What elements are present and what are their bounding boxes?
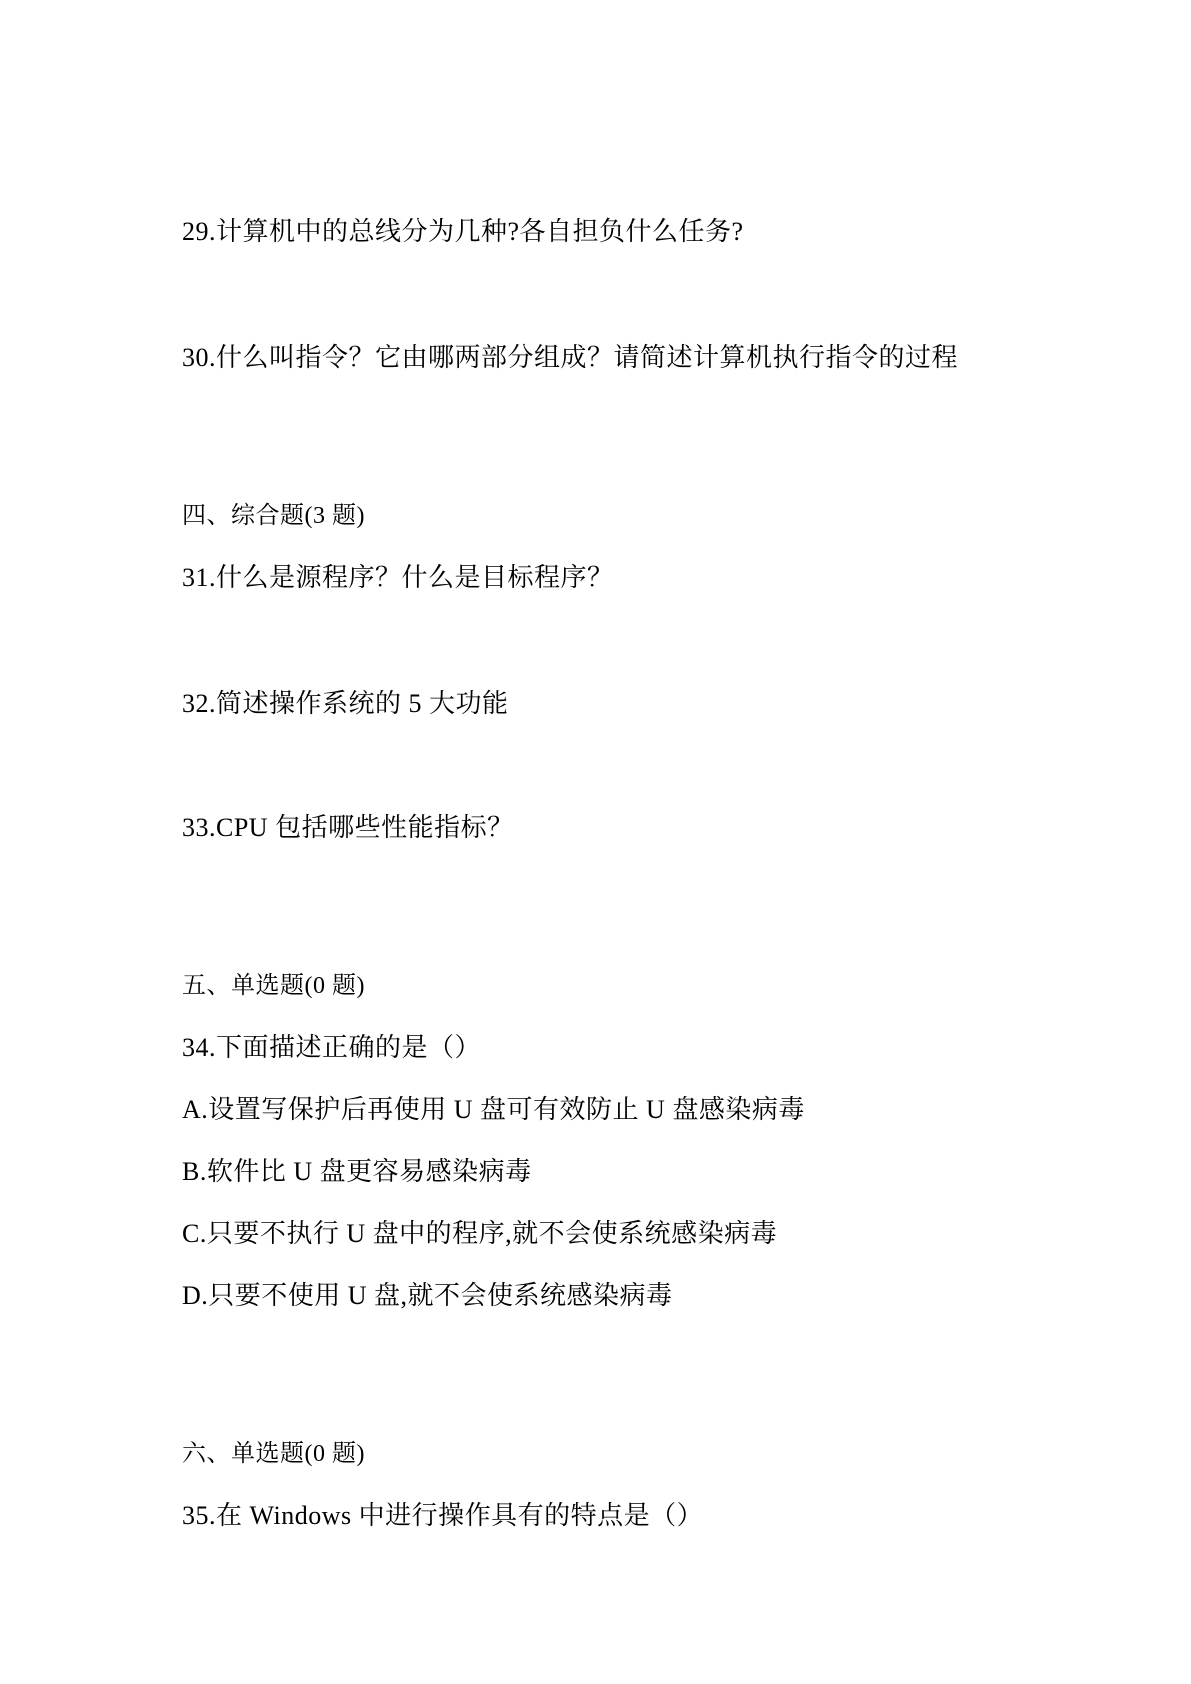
question-33: 33.CPU 包括哪些性能指标？ bbox=[182, 813, 514, 842]
section-heading-6: 六、单选题(0 题) bbox=[182, 1441, 365, 1467]
question-30: 30.什么叫指令？它由哪两部分组成？请简述计算机执行指令的过程 bbox=[182, 343, 959, 372]
question-31: 31.什么是源程序？什么是目标程序？ bbox=[182, 563, 614, 592]
question-34: 34.下面描述正确的是（） bbox=[182, 1033, 482, 1062]
section-heading-5: 五、单选题(0 题) bbox=[182, 973, 365, 999]
question-32: 32.简述操作系统的 5 大功能 bbox=[182, 689, 509, 718]
question-34-option-d: D.只要不使用 U 盘,就不会使系统感染病毒 bbox=[182, 1281, 673, 1310]
question-34-option-a: A.设置写保护后再使用 U 盘可有效防止 U 盘感染病毒 bbox=[182, 1095, 805, 1124]
question-34-option-b: B.软件比 U 盘更容易感染病毒 bbox=[182, 1157, 532, 1186]
question-34-option-c: C.只要不执行 U 盘中的程序,就不会使系统感染病毒 bbox=[182, 1219, 778, 1248]
section-heading-4: 四、综合题(3 题) bbox=[182, 503, 365, 529]
question-29: 29.计算机中的总线分为几种?各自担负什么任务? bbox=[182, 217, 744, 246]
question-35: 35.在 Windows 中进行操作具有的特点是（） bbox=[182, 1501, 704, 1530]
